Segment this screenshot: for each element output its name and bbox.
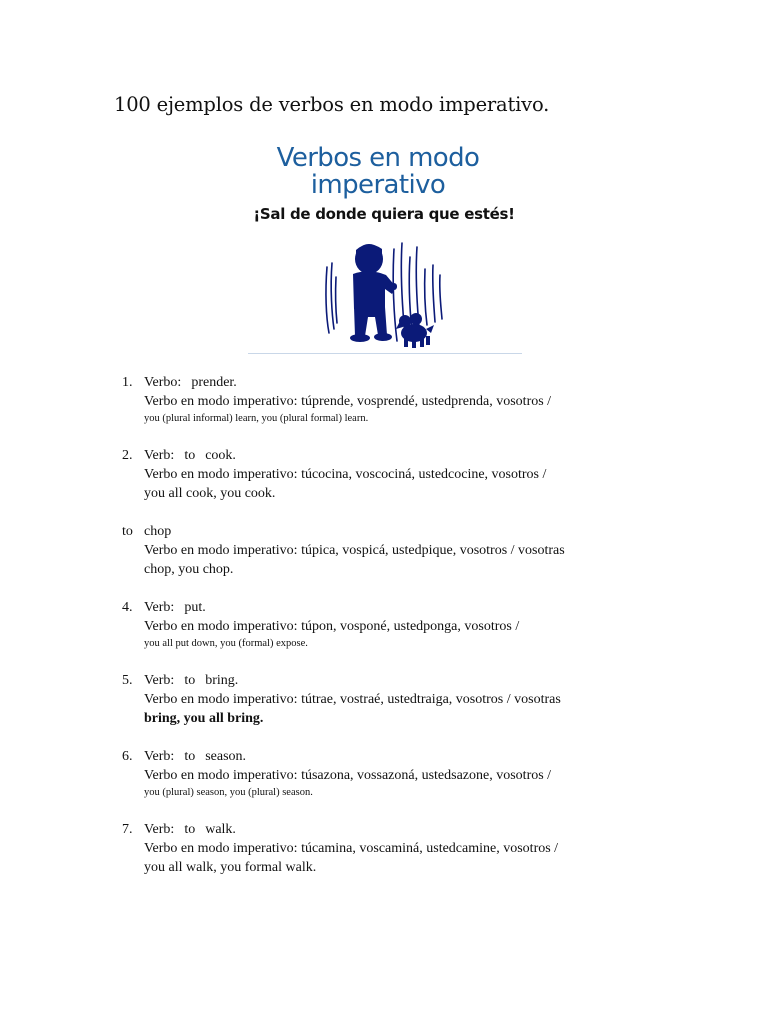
imperative-line: Verbo en modo imperativo: túpon, vosponé, ustedponga, vosotros / [144, 619, 520, 634]
verb-to: to [184, 749, 196, 764]
image-baseline [248, 353, 522, 354]
verb-label: Verb: [144, 749, 175, 764]
verb-word: put. [184, 600, 206, 615]
translation-line: you all cook, you cook. [144, 486, 276, 501]
imperative-line: Verbo en modo imperativo: túpica, vospicá, ustedpique, vosotros / vosotras [144, 543, 565, 558]
translation-line: you all walk, you formal walk. [144, 860, 317, 875]
list-item [122, 446, 762, 503]
image-subtitle: ¡Sal de donde quiera que estés! [253, 205, 515, 223]
translation-line: bring, you all bring. [144, 711, 264, 726]
item-number: 2. [122, 448, 133, 463]
translation-line: you all put down, you (formal) expose. [144, 638, 308, 649]
list-item [122, 373, 762, 427]
child-dog-illustration [324, 237, 448, 353]
item-number: 5. [122, 673, 133, 688]
imperative-line: Verbo en modo imperativo: túsazona, vossazoná, ustedsazone, vosotros / [144, 768, 552, 783]
verb-to: to [184, 448, 196, 463]
verb-word: chop [144, 524, 172, 539]
imperative-line: Verbo en modo imperativo: tútrae, vostraé, ustedtraiga, vosotros / vosotras [144, 692, 561, 707]
verb-word: bring. [205, 673, 239, 688]
verb-label: Verb: [144, 673, 175, 688]
imperative-line: Verbo en modo imperativo: túcamina, voscaminá, ustedcamine, vosotros / [144, 841, 559, 856]
verb-label: Verb: [144, 822, 175, 837]
image-title-line-2: imperativo [310, 170, 446, 200]
verb-label: Verb: [144, 448, 175, 463]
verb-label: Verbo: [144, 375, 182, 390]
item-number: 4. [122, 600, 133, 615]
item-number: 7. [122, 822, 133, 837]
verb-word: season. [205, 749, 247, 764]
list-item [122, 598, 762, 652]
title-image [248, 143, 524, 357]
translation-line: you (plural informal) learn, you (plural formal) learn. [144, 413, 369, 424]
list-item [122, 747, 762, 801]
verb-word: prender. [191, 375, 237, 390]
verb-to: to [184, 673, 196, 688]
page-title: 100 ejemplos de verbos en modo imperativo. [114, 93, 550, 116]
item-to: to [122, 524, 133, 539]
image-title [248, 145, 508, 199]
imperative-line: Verbo en modo imperativo: túcocina, voscociná, ustedcocine, vosotros / [144, 467, 547, 482]
list-item [122, 671, 762, 728]
translation-line: you (plural) season, you (plural) season. [144, 787, 313, 798]
verb-list [122, 373, 762, 896]
item-number: 1. [122, 375, 133, 390]
item-number: 6. [122, 749, 133, 764]
verb-word: walk. [205, 822, 236, 837]
verb-word: cook. [205, 448, 236, 463]
verb-to: to [184, 822, 196, 837]
list-item [122, 820, 762, 877]
translation-line: chop, you chop. [144, 562, 234, 577]
list-item [122, 522, 762, 579]
imperative-line: Verbo en modo imperativo: túprende, vosprendé, ustedprenda, vosotros / [144, 394, 552, 409]
verb-label: Verb: [144, 600, 175, 615]
image-title-line-1: Verbos en modo [276, 143, 480, 173]
